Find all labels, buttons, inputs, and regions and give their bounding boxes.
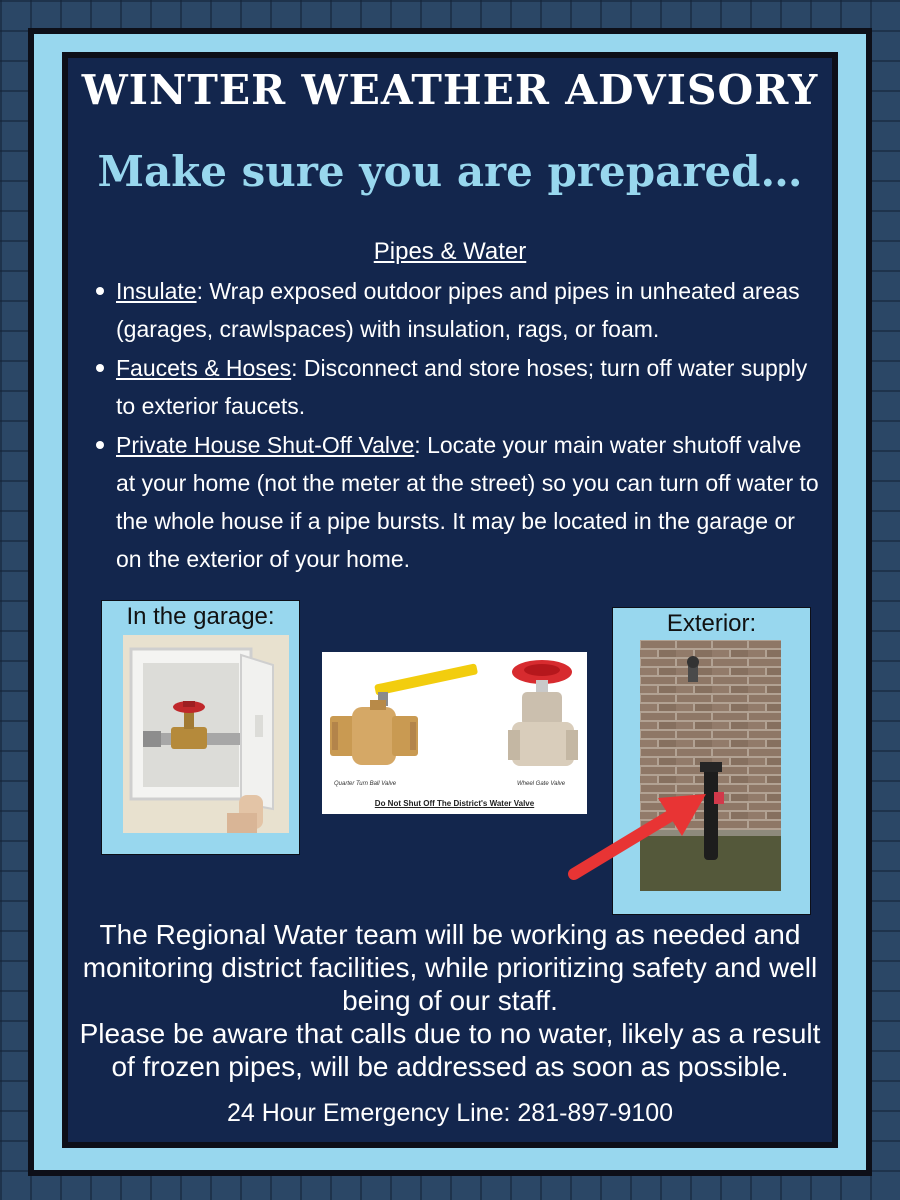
tip-text: : Disconnect and store hoses; turn off water supply to exterior faucets. bbox=[116, 355, 808, 419]
district-valve-warning: Do Not Shut Off The District's Water Valve bbox=[374, 799, 535, 808]
tip-term: Faucets & Hoses bbox=[116, 355, 292, 381]
advisory-title: WINTER WEATHER ADVISORY bbox=[81, 66, 819, 114]
garage-valve-photo bbox=[123, 635, 289, 833]
pipes-tips-list bbox=[86, 272, 826, 579]
footer-message-line1: The Regional Water team will be working as needed and monitoring district facilities, while prioritizing safety and well being of our staff. bbox=[82, 919, 818, 1016]
gate-valve-label: Wheel Gate Valve bbox=[517, 781, 566, 787]
red-arrow-icon bbox=[560, 780, 720, 890]
gate-valve-icon bbox=[508, 660, 578, 766]
tip-text: : Locate your main water shutoff valve at your home (not the meter at the street) so you can turn off water to the whole house if a pipe bursts. It may be located in the garage or on the exterior of your home. bbox=[116, 432, 819, 572]
garage-caption: In the garage: bbox=[126, 603, 275, 630]
valve-types-panel bbox=[322, 652, 587, 814]
pipes-section-heading: Pipes & Water bbox=[373, 238, 527, 265]
tip-insulate bbox=[86, 272, 826, 348]
ball-valve-label: Quarter Turn Ball Valve bbox=[334, 781, 397, 787]
valve-types-illustration bbox=[322, 652, 587, 814]
exterior-caption: Exterior: bbox=[666, 610, 757, 637]
advisory-subtitle: Make sure you are prepared… bbox=[97, 147, 803, 196]
garage-photo-card bbox=[101, 600, 300, 855]
footer-message bbox=[68, 918, 832, 1083]
tip-term: Insulate bbox=[116, 278, 197, 304]
tip-text: : Wrap exposed outdoor pipes and pipes in unheated areas (garages, crawlspaces) with insulation, rags, or foam. bbox=[116, 278, 800, 342]
garage-valve-illustration bbox=[123, 635, 289, 833]
ball-valve-icon bbox=[330, 663, 478, 765]
tip-faucets-hoses bbox=[86, 349, 826, 425]
emergency-phone-line: 24 Hour Emergency Line: 281-897-9100 bbox=[226, 1099, 674, 1127]
footer-message-line2: Please be aware that calls due to no water, likely as a result of frozen pipes, will be addressed as soon as possible. bbox=[79, 1018, 821, 1082]
tip-shutoff-valve bbox=[86, 426, 826, 578]
tip-term: Private House Shut-Off Valve bbox=[116, 432, 415, 458]
